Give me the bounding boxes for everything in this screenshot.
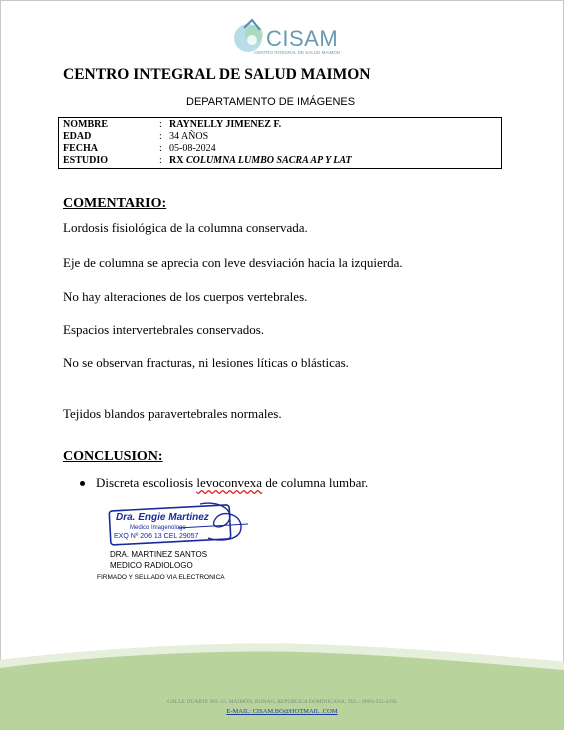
info-colon: : [159, 155, 162, 166]
info-label: EDAD [63, 131, 92, 142]
study-prefix: RX [169, 155, 184, 166]
comentario-line: Tejidos blandos paravertebrales normales. [63, 406, 282, 421]
email-label: E-MAIL: [226, 708, 251, 715]
bullet-icon [80, 481, 85, 486]
comentario-line: Eje de columna se aprecia con leve desviación hacia la izquierda. [63, 255, 403, 270]
info-label: ESTUDIO [63, 155, 109, 166]
stamp-exq-number: EXQ Nº 206 13 [114, 533, 162, 540]
cisam-logo [226, 16, 356, 60]
stamp-exq [114, 533, 198, 540]
info-colon: : [159, 143, 162, 154]
stamp-frame-icon [108, 498, 258, 550]
info-colon: : [159, 119, 162, 130]
doctor-role: MEDICO RADIOLOGO [110, 561, 193, 570]
study-description: COLUMNA LUMBO SACRA AP Y LAT [185, 155, 352, 166]
conclusion-heading: CONCLUSION: [63, 449, 163, 464]
spellcheck-flagged-word: levoconvexa [196, 475, 263, 490]
comentario-line: Espacios intervertebrales conservados. [63, 322, 265, 337]
electronic-signature-note: FIRMADO Y SELLADO VIA ELECTRONICA [97, 574, 225, 581]
doctor-name: DRA. MARTINEZ SANTOS [110, 550, 208, 559]
comentario-heading: COMENTARIO: [63, 196, 167, 211]
patient-age: 34 AÑOS [169, 131, 209, 142]
stamp-cel: CEL 29057 [163, 533, 199, 540]
info-label: NOMBRE [63, 119, 108, 130]
comentario-line: No hay alteraciones de los cuerpos vertebrales. [63, 289, 308, 304]
conclusion-item [96, 475, 368, 491]
footer-email[interactable] [0, 708, 564, 715]
logo-subtitle: CENTRO INTEGRAL DE SALUD MAIMON [254, 50, 341, 55]
study-date: 05-08-2024 [169, 143, 216, 154]
logo-name: CISAM [266, 26, 339, 51]
study-name [169, 155, 352, 167]
comentario-line: Lordosis fisiológica de la columna conservada. [63, 220, 308, 235]
stamp-name: Dra. Engie Martinez [116, 512, 209, 523]
conclusion-text-after: de columna lumbar. [262, 475, 369, 490]
patient-info-box [58, 117, 502, 169]
conclusion-text-before: Discreta escoliosis [96, 475, 197, 490]
footer-wave-icon [0, 640, 564, 730]
stamp-title: Medico Imagenologo [130, 525, 186, 531]
email-link[interactable]: CISAM.BO@HOTMAIL .COM [252, 708, 338, 715]
department-label: DEPARTAMENTO DE IMÁGENES [186, 96, 356, 108]
patient-name: RAYNELLY JIMENEZ F. [169, 119, 282, 130]
comentario-line: No se observan fracturas, ni lesiones líticas o blásticas. [63, 355, 349, 370]
page-title: CENTRO INTEGRAL DE SALUD MAIMON [63, 66, 371, 83]
info-label: FECHA [63, 143, 98, 154]
footer-address: CALLE DUARTE NO. 15, MAIMÓN, BONAO, REPUBLICA DOMINICANA, TEL.: (809)-551-2196 [167, 699, 397, 705]
info-colon: : [159, 131, 162, 142]
doctor-stamp [108, 498, 258, 550]
